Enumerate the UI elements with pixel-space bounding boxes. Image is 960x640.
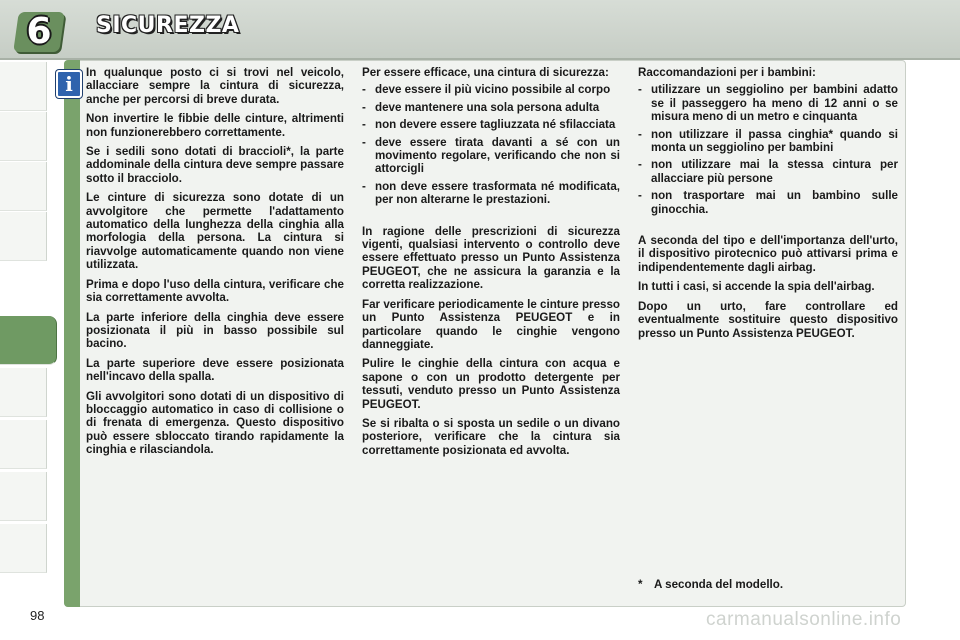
section-heading: Raccomandazioni per i bambini: [638, 66, 816, 79]
list-item: - non deve essere trasformata né modificata, per non alterarne le prestazioni. [362, 180, 620, 207]
paragraph: Le cinture di sicurezza sono dotate di un avvolgitore che permette l'adattamento automatico della lunghezza della cinghia alla morfologia della persona. La cintura si riavvolge automaticamente quando non viene utilizzata. [86, 191, 344, 272]
text-column-2 [362, 66, 620, 463]
chapter-tab[interactable] [0, 420, 47, 469]
text-column-3 [638, 66, 898, 346]
requirement-list [362, 83, 620, 206]
paragraph: In ragione delle prescrizioni di sicurezza vigenti, qualsiasi intervento o controllo deve essere effettuato presso un Punto Assistenza PEUGEOT, che ne assicura la garanzia e la corretta realizzazione. [362, 224, 620, 292]
chapter-tab-active[interactable] [0, 316, 57, 365]
text-column-1 [86, 66, 344, 463]
info-icon: i [56, 70, 82, 98]
chapter-number: 6 [26, 11, 52, 52]
page-number: 98 [30, 608, 45, 623]
paragraph: Prima e dopo l'uso della cintura, verificare che sia correttamente avvolta. [86, 277, 344, 305]
list-item: - non trasportare mai un bambino sulle ginocchia. [638, 189, 898, 216]
list-intro: Per essere efficace, una cintura di sicurezza: [362, 66, 609, 79]
paragraph: La parte inferiore della cinghia deve essere posizionata il più in basso possibile sul bacino. [86, 310, 344, 351]
list-item: - deve essere il più vicino possibile al corpo [362, 83, 620, 96]
list-item: - non utilizzare il passa cinghia* quando si monta un seggiolino per bambini [638, 128, 898, 155]
paragraph: Pulire le cinghie della cintura con acqua e sapone o con un prodotto detergente per tessuti, venduto presso un Punto Assistenza PEUGEOT. [362, 357, 620, 411]
chapter-tab[interactable] [0, 62, 47, 111]
chapter-tab[interactable] [0, 368, 47, 417]
paragraph: A seconda del tipo e dell'importanza dell'urto, il dispositivo pirotecnico può attivarsi prima e indipendentemente dagli airbag. [638, 234, 898, 274]
paragraph: Far verificare periodicamente le cinture presso un Punto Assistenza PEUGEOT e in particolare quando le cinghie vengono danneggiate. [362, 297, 620, 351]
children-recommendation-list [638, 83, 898, 216]
chapter-tab[interactable] [0, 162, 47, 211]
page-title: SICUREZZA [96, 13, 240, 38]
watermark: carmanualsonline.info [706, 609, 902, 630]
chapter-tabs [0, 62, 56, 582]
chapter-tab[interactable] [0, 472, 47, 521]
list-item: - non utilizzare mai la stessa cintura per allacciare più persone [638, 158, 898, 185]
paragraph: Gli avvolgitori sono dotati di un dispositivo di bloccaggio automatico in caso di collisione o di frenata di emergenza. Questo dispositivo può essere sbloccato tirando rapidamente la cinghia e rilasciandola. [86, 389, 344, 457]
chapter-tab[interactable] [0, 524, 47, 573]
paragraph: Dopo un urto, fare controllare ed eventualmente sostituire questo dispositivo presso un Punto Assistenza PEUGEOT. [638, 299, 898, 340]
paragraph: Se i sedili sono dotati di braccioli*, la parte addominale della cintura deve sempre passare sotto il bracciolo. [86, 145, 344, 185]
paragraph: La parte superiore deve essere posizionata nell'incavo della spalla. [86, 356, 344, 384]
paragraph: Se si ribalta o si sposta un sedile o un divano posteriore, verificare che la cintura sia correttamente posizionata ed avvolta. [362, 416, 620, 457]
paragraph: In qualunque posto ci si trovi nel veicolo, allacciare sempre la cintura di sicurezza, anche per percorsi di breve durata. [86, 66, 344, 106]
footnote [638, 578, 898, 591]
panel-accent-strip [64, 60, 80, 607]
chapter-tab[interactable] [0, 112, 47, 161]
list-item: - non devere essere tagliuzzata né sfilacciata [362, 118, 620, 131]
list-item: - utilizzare un seggiolino per bambini adatto se il passeggero ha meno di 12 anni o se misura meno di un metro e cinquanta [638, 83, 898, 123]
paragraph: In tutti i casi, si accende la spia dell'airbag. [638, 280, 875, 294]
footnote-text: A seconda del modello. [654, 578, 784, 591]
chapter-tab[interactable] [0, 212, 47, 261]
footnote-marker: * [638, 578, 643, 591]
list-item: - deve mantenere una sola persona adulta [362, 101, 620, 114]
list-item: - deve essere tirata davanti a sé con un movimento regolare, verificando che non si attorcigli [362, 136, 620, 176]
paragraph: Non invertire le fibbie delle cinture, altrimenti non funzionerebbero correttamente. [86, 112, 344, 139]
